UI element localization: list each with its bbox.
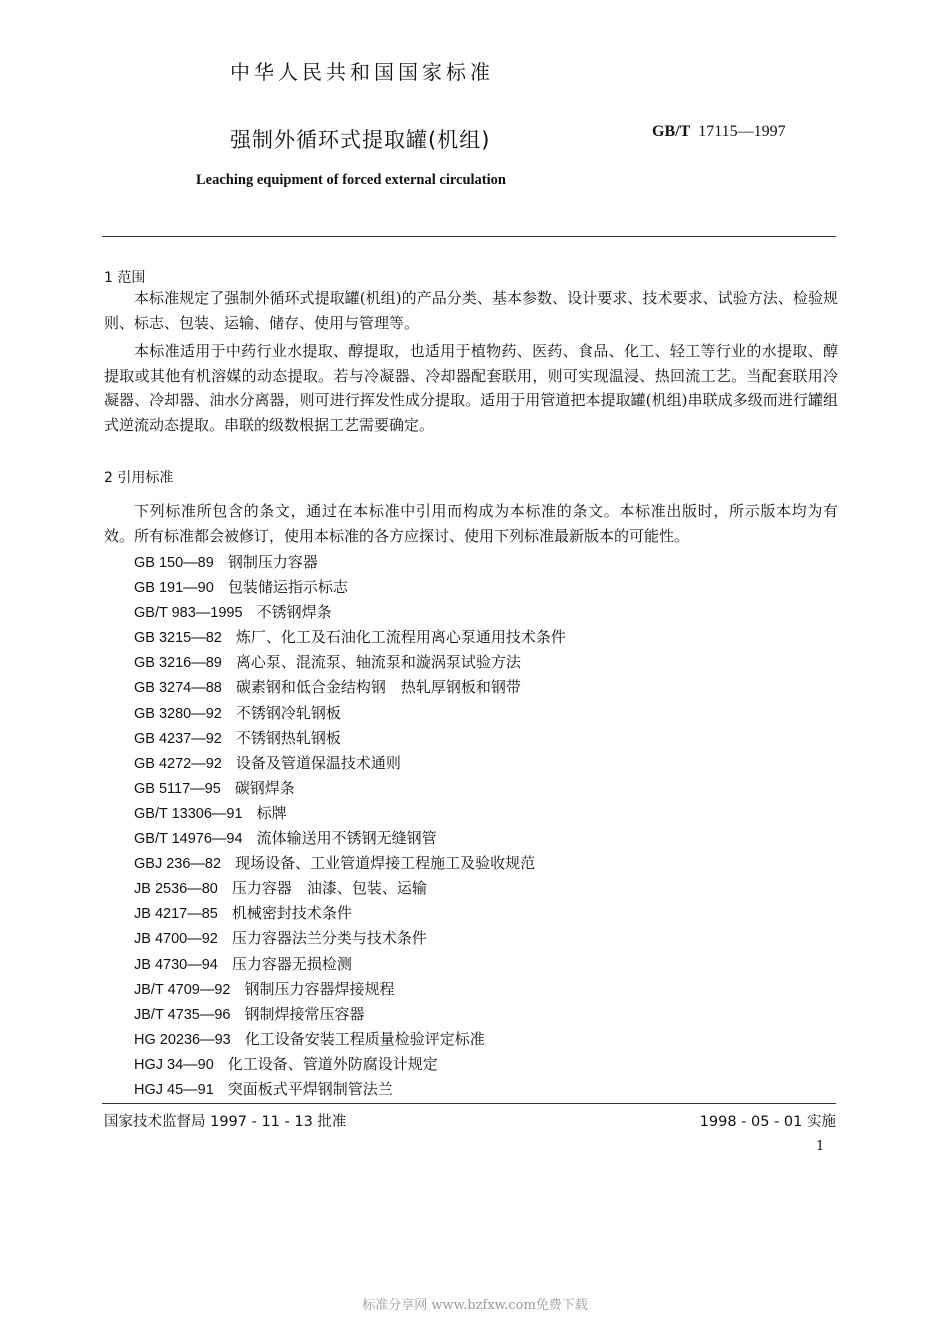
section-1-paragraph-2: 本标准适用于中药行业水提取、醇提取，也适用于植物药、医药、食品、化工、轻工等行业的水提取、醇提取或其他有机溶媒的动态提取。若与冷凝器、冷却器配套联用，则可实现温浸、热回流工艺。当配套联用冷凝器、冷却器、油水分离器，则可进行挥发性成分提取。适用于用管道把本提取罐(机组)串联成多级而进行罐组式逆流动态提取。串联的级数根据工艺需要确定。 (104, 342, 838, 435)
reference-code: GB 4272—92 (134, 755, 222, 772)
reference-item (134, 1052, 566, 1077)
reference-code: GB 191—90 (134, 580, 214, 597)
reference-code: HGJ 34—90 (134, 1056, 214, 1073)
document-title: 强制外循环式提取罐(机组) (230, 128, 491, 152)
reference-item (134, 901, 566, 926)
referenced-standards-list (134, 550, 566, 1102)
reference-title: 设备及管道保温技术通则 (235, 753, 401, 772)
reference-item (134, 600, 566, 625)
reference-code: GB 3280—92 (134, 705, 222, 722)
reference-title: 钢制焊接常压容器 (244, 1004, 365, 1023)
reference-item (134, 1002, 566, 1027)
reference-title: 机械密封技术条件 (231, 904, 352, 923)
reference-item (134, 926, 566, 951)
reference-title: 突面板式平焊钢制管法兰 (227, 1079, 393, 1098)
reference-item (134, 851, 566, 876)
nation-standard-label: 中华人民共和国国家标准 (230, 60, 494, 84)
reference-code: JB 4730—94 (134, 956, 218, 973)
reference-title: 碳钢焊条 (234, 778, 295, 797)
reference-code: GB 3215—82 (134, 630, 222, 647)
reference-item (134, 1077, 566, 1102)
reference-title: 化工设备、管道外防腐设计规定 (227, 1054, 438, 1073)
standard-code-prefix: GB/T (652, 123, 691, 140)
reference-code: GB 4237—92 (134, 730, 222, 747)
reference-title: 压力容器法兰分类与技术条件 (231, 929, 427, 948)
reference-title: 碳素钢和低合金结构钢 热轧厚钢板和钢带 (235, 678, 521, 697)
reference-code: GBJ 236—82 (134, 856, 222, 873)
reference-item (134, 550, 566, 575)
reference-code: JB/T 4735—96 (134, 1006, 231, 1023)
header-divider (102, 236, 836, 237)
watermark: 标准分享网 www.bzfxw.com免费下载 (362, 1298, 588, 1313)
reference-code: JB 2536—80 (134, 881, 218, 898)
reference-item (134, 801, 566, 826)
standard-code (652, 123, 786, 141)
reference-item (134, 650, 566, 675)
reference-code: JB 4700—92 (134, 931, 218, 948)
section-2-intro: 下列标准所包含的条文，通过在本标准中引用而构成为本标准的条文。本标准出版时，所示版本均为有效。所有标准都会被修订，使用本标准的各方应探讨、使用下列标准最新版本的可能性。 (104, 502, 838, 545)
approval-date: 国家技术监督局 1997 - 11 - 13 批准 (104, 1114, 347, 1130)
reference-code: GB/T 14976—94 (134, 831, 243, 848)
reference-title: 标牌 (256, 803, 287, 822)
reference-code: JB/T 4709—92 (134, 981, 231, 998)
english-title: Leaching equipment of forced external circulation (196, 172, 506, 188)
reference-item (134, 1027, 566, 1052)
reference-title: 不锈钢焊条 (256, 603, 332, 622)
reference-code: JB 4217—85 (134, 906, 218, 923)
reference-item (134, 625, 566, 650)
reference-item (134, 977, 566, 1002)
section-1-paragraph-1: 本标准规定了强制外循环式提取罐(机组)的产品分类、基本参数、设计要求、技术要求、试验方法、检验规则、标志、包装、运输、储存、使用与管理等。 (104, 289, 838, 332)
reference-item (134, 575, 566, 600)
reference-title: 包装储运指示标志 (227, 578, 348, 597)
reference-title: 流体输送用不锈钢无缝钢管 (256, 829, 437, 848)
reference-code: GB 150—89 (134, 555, 214, 571)
reference-item (134, 675, 566, 700)
reference-title: 离心泵、混流泵、轴流泵和漩涡泵试验方法 (235, 653, 521, 672)
section-1-heading: 1 范围 (104, 270, 146, 286)
reference-item (134, 701, 566, 726)
reference-item (134, 751, 566, 776)
reference-code: GB/T 983—1995 (134, 605, 243, 622)
reference-code: GB 5117—95 (134, 780, 221, 797)
reference-code: GB/T 13306—91 (134, 805, 243, 822)
reference-title: 现场设备、工业管道焊接工程施工及验收规范 (235, 854, 536, 873)
reference-item (134, 876, 566, 901)
section-2-heading: 2 引用标准 (104, 470, 174, 486)
page-number: 1 (816, 1139, 825, 1154)
reference-item (134, 776, 566, 801)
standard-code-number: 17115—1997 (698, 123, 786, 140)
reference-title: 不锈钢热轧钢板 (235, 728, 341, 747)
reference-item (134, 826, 566, 851)
footer-divider (102, 1103, 836, 1104)
reference-code: HGJ 45—91 (134, 1081, 214, 1098)
reference-code: HG 20236—93 (134, 1031, 231, 1048)
reference-item (134, 726, 566, 751)
reference-title: 压力容器无损检测 (231, 954, 352, 973)
reference-title: 炼厂、化工及石油化工流程用离心泵通用技术条件 (235, 628, 566, 647)
reference-title: 钢制压力容器 (227, 553, 318, 571)
reference-code: GB 3216—89 (134, 655, 222, 672)
reference-title: 不锈钢冷轧钢板 (235, 703, 341, 722)
reference-title: 压力容器 油漆、包装、运输 (231, 879, 427, 898)
reference-code: GB 3274—88 (134, 680, 222, 697)
reference-item (134, 952, 566, 977)
reference-title: 钢制压力容器焊接规程 (244, 979, 395, 998)
reference-title: 化工设备安装工程质量检验评定标准 (244, 1029, 485, 1048)
effective-date: 1998 - 05 - 01 实施 (699, 1114, 836, 1130)
